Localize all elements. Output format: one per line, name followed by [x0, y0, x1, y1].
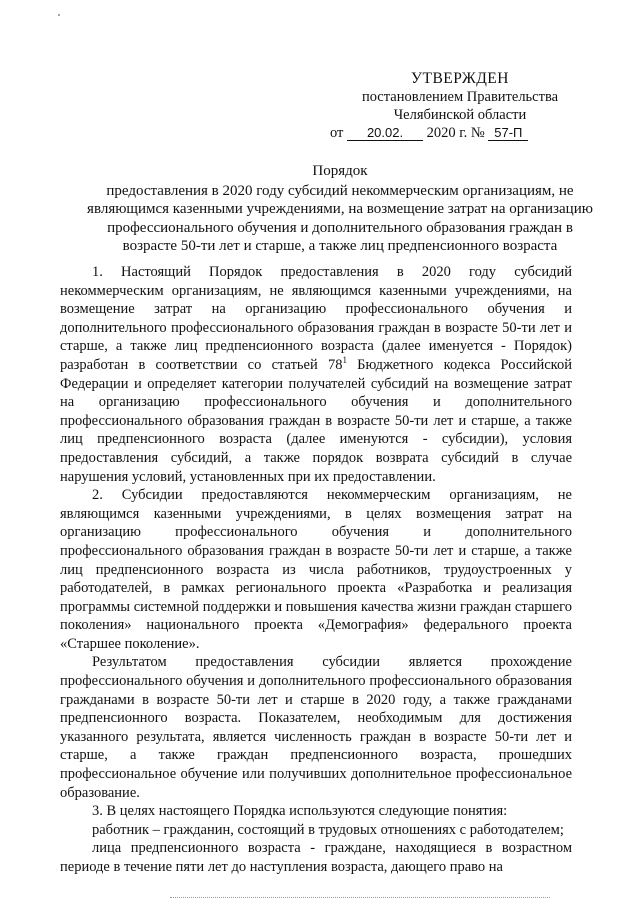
document-body: [60, 263, 572, 877]
title-line-2: являющимся казенными учреждениями, на возмещение затрат на организацию: [87, 201, 593, 217]
title-line-1: предоставления в 2020 году субсидий некоммерческим организациям, не: [106, 182, 574, 199]
footer-scan-line: [170, 897, 550, 899]
paragraph-3: Результатом предоставления субсидии является прохождение профессионального обучения и дополнительного профессионального образования гражданами в возрасте 50-ти лет и старше в 2020 году, а также гражданами предпенсионного возраста. Показателем, необходимым для достижения указанного результата, является численность граждан в возрасте 50-ти лет и старше, а также граждан предпенсионного возраста, прошедших профессиональное обучение или получивших дополнительное профессиональное образование.: [60, 654, 572, 801]
approval-line-1: постановлением Правительства: [361, 89, 559, 105]
approval-number: 57-П: [488, 126, 528, 141]
paragraph-4: 3. В целях настоящего Порядка используются следующие понятия:: [92, 803, 508, 820]
approval-block: [330, 70, 590, 142]
title-line-4: возрасте 50-ти лет и старше, а также лиц предпенсионного возраста: [122, 238, 558, 254]
approval-date: 20.02.: [347, 126, 423, 141]
approval-date-line: [330, 124, 590, 142]
title-line-3: профессионального обучения и дополнительного образования граждан в: [107, 219, 573, 236]
document-title: [60, 162, 620, 256]
approval-line-2: Челябинской области: [393, 107, 527, 123]
paragraph-1: [60, 263, 572, 486]
date-prefix: от: [330, 125, 344, 141]
paragraph-1-text-b: Бюджетного кодекса Российской Федерации и определяет категории получателей субсидий на возмещение затрат на организацию профессионального обучения и дополнительного профессионального образования граждан в возрасте 50-ти лет и старше, а также лиц предпенсионного возраста (далее именуются - субсидии), условия предоставления субсидий, а также порядок возврата субсидий в случае нарушения условий, установленных при их предоставлении.: [60, 356, 572, 485]
year-number-label: 2020 г. №: [426, 125, 485, 141]
approval-title: УТВЕРЖДЕН: [411, 70, 509, 87]
paragraph-6: лица предпенсионного возраста - граждане, находящиеся в возрастном периоде в течение пяти лет до наступления возраста, дающего право на: [60, 840, 572, 875]
paragraph-1-text-a: 1. Настоящий Порядок предоставления в 2020 году субсидий некоммерческим организациям, не являющимся казенными учреждениями, на возмещение затрат на организацию профессионального обучения и дополнительного профессионального образования граждан в возрасте 50-ти лет и старше, а также лиц предпенсионного возраста (далее именуется - Порядок) разработан в соответствии со статьей 78: [60, 264, 572, 373]
paragraph-1-superscript: 1: [342, 355, 347, 366]
scan-mark: [58, 14, 60, 16]
paragraph-2: 2. Субсидии предоставляются некоммерческим организациям, не являющимся казенными учреждениями, в целях возмещения затрат на организацию профессионального обучения и дополнительного профессионального образования граждан в возрасте 50-ти лет и старше, а также лиц предпенсионного возраста из числа работников, трудоустроенных у работодателей, в рамках регионального проекта «Разработка и реализация программы системной поддержки и повышения качества жизни граждан старшего поколения» национального проекта «Демография» федерального проекта «Старшее поколение».: [60, 487, 572, 652]
title-heading: Порядок: [312, 163, 368, 179]
paragraph-5: работник – гражданин, состоящий в трудовых отношениях с работодателем;: [92, 821, 564, 838]
